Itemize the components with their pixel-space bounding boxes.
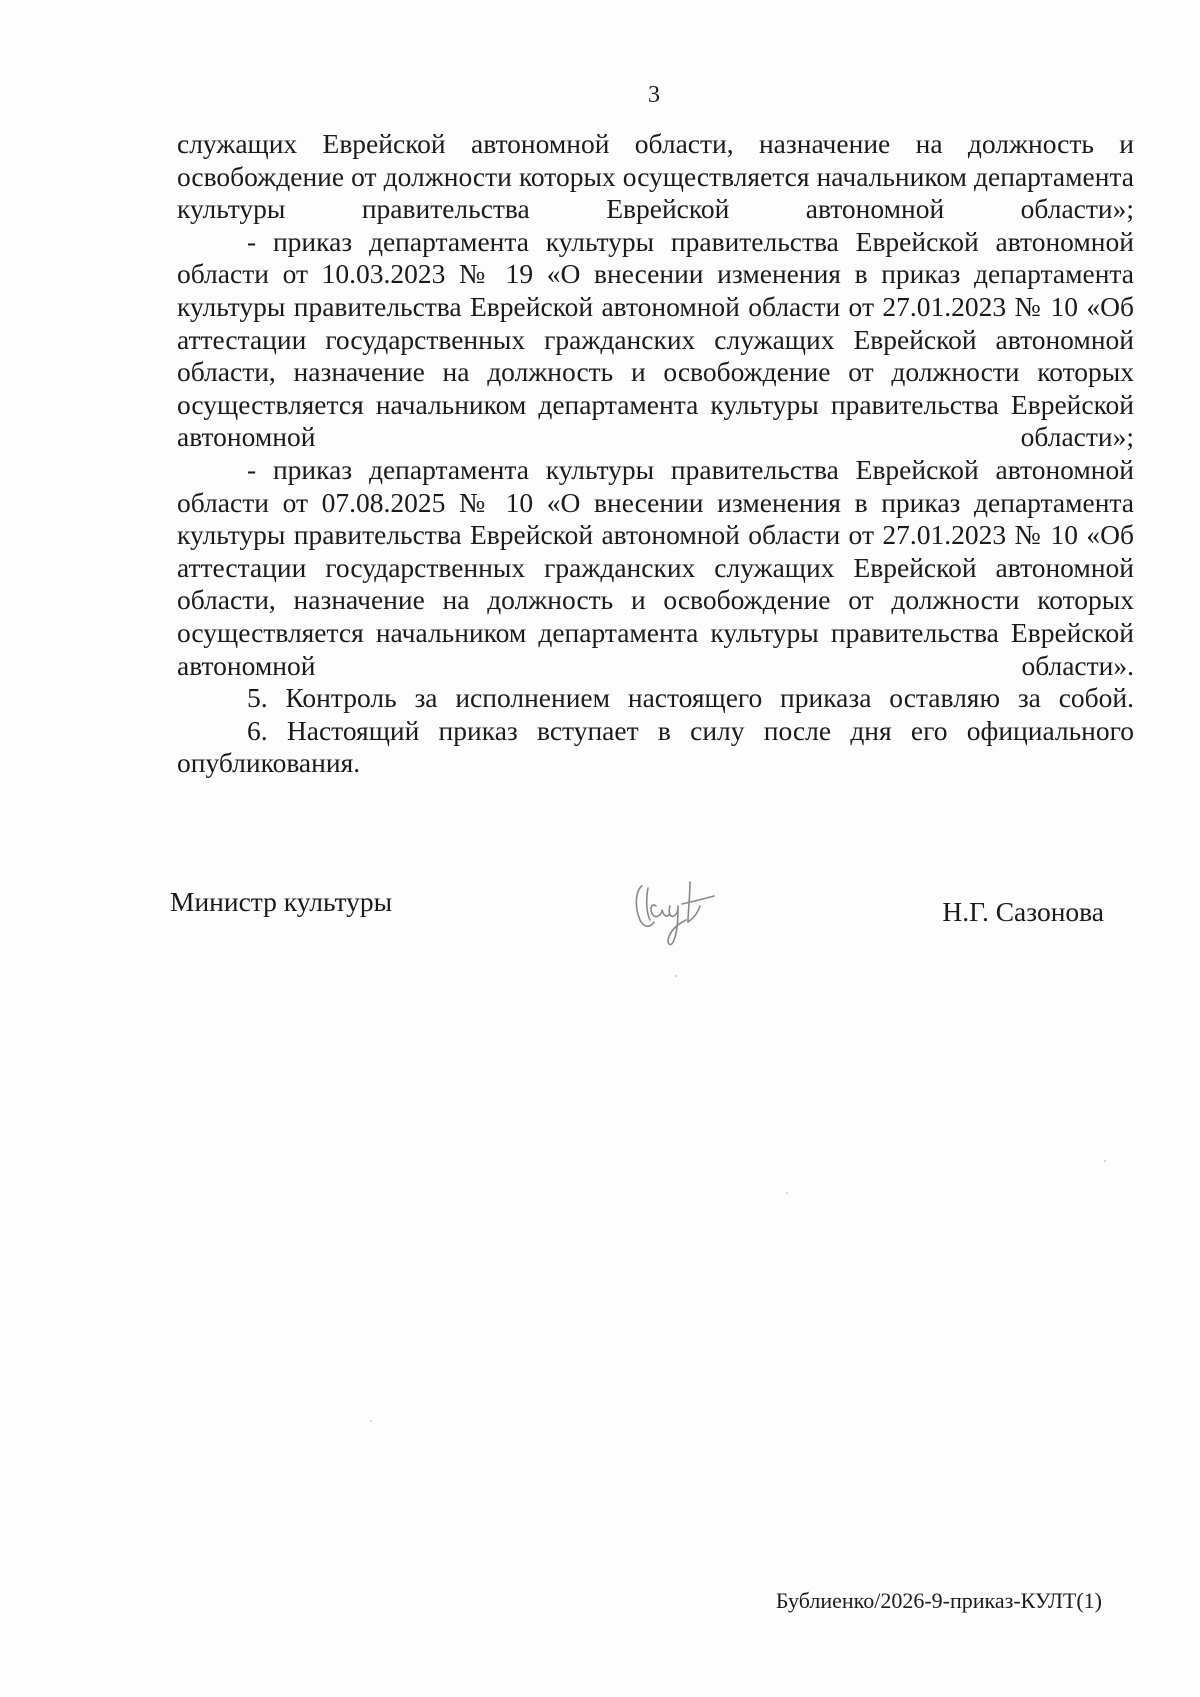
scan-speck [1104,1160,1106,1162]
signer-name: Н.Г. Сазонова [942,896,1104,927]
scan-speck [675,975,677,977]
handwritten-signature [628,872,738,962]
scan-speck [370,1420,372,1422]
document-code: Бублиенко/2026-9-приказ-КУЛТ(1) [775,1588,1102,1613]
signer-position: Министр культуры [170,886,393,917]
paragraph-continuation: служащих Еврейской автономной области, назначение на должность и освобождение от должности которых осуществляется начальником департамента культуры правительства Еврейской автономной области»; [177,128,1134,225]
scan-speck [786,1192,788,1194]
paragraph-item-5: 5. Контроль за исполнением настоящего приказа оставляю за собой. [247,682,1134,714]
paragraph-item-6: 6. Настоящий приказ вступает в силу после дня его официального опубликования. [177,714,1134,779]
paragraph-order-2023-03-10: - приказ департамента культуры правительства Еврейской автономной области от 10.03.2023 № 19 «О внесении изменения в приказ департамента культуры правительства Еврейской автономной области от 27.01.2023 № 10 «Об аттестации государственных гражданских служащих Еврейской автономной области, назначение на должность и освобождение от должности которых осуществляется начальником департамента культуры правительства Еврейской автономной области»; [177,225,1134,453]
document-body [177,128,1134,780]
page-number: 3 [648,82,660,108]
paragraph-order-2025-08-07: - приказ департамента культуры правительства Еврейской автономной области от 07.08.2025 № 10 «О внесении изменения в приказ департамента культуры правительства Еврейской автономной области от 27.01.2023 № 10 «Об аттестации государственных гражданских служащих Еврейской автономной области, назначение на должность и освобождение от должности которых осуществляется начальником департамента культуры правительства Еврейской автономной области». [177,453,1134,681]
